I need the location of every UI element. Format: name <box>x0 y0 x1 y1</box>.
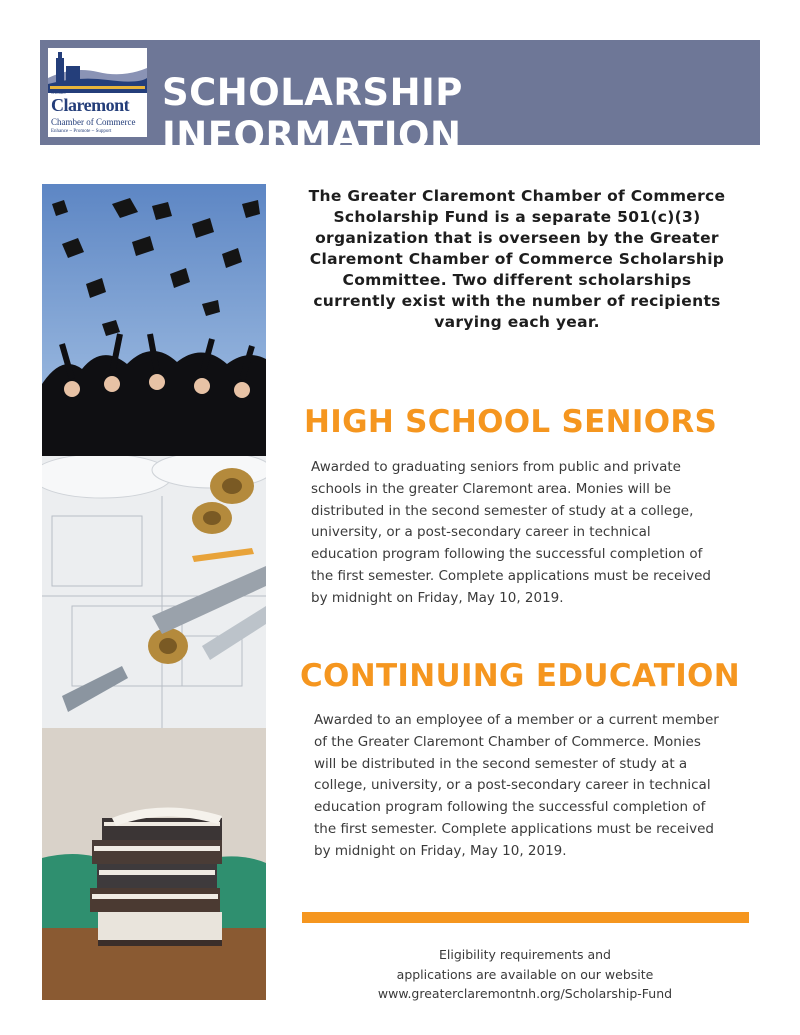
section-body-high-school-seniors: Awarded to graduating seniors from public and private schools in the greater Claremont area. Monies will be distributed in the second semester of study at a college, university, or a post-secondary career in technical education program following the successful completion of the first semester. Complete applications must be received by midnight on Friday, May 10, 2019. <box>311 459 711 606</box>
orange-divider-bar <box>302 912 749 923</box>
section-heading-continuing-education: CONTINUING EDUCATION <box>300 658 740 694</box>
logo-small-text: Greater <box>51 91 66 96</box>
page-title: SCHOLARSHIP INFORMATION <box>162 71 463 157</box>
website-url: www.greaterclaremontnh.org/Scholarship-Fund <box>377 986 673 1001</box>
logo-name: Claremont <box>51 95 130 115</box>
header-banner <box>40 40 760 157</box>
intro-paragraph: The Greater Claremont Chamber of Commerce Scholarship Fund is a separate 501(c)(3) organization that is overseen by the Greater Claremont Chamber of Commerce Scholarship Committee. Two different scholarships currently exist with the number of recipients varying each year. <box>308 187 726 331</box>
footer-note <box>360 945 690 1004</box>
footer-line-1: Eligibility requirements and <box>438 947 611 962</box>
section-heading-high-school-seniors: HIGH SCHOOL SENIORS <box>304 404 718 440</box>
footer-line-2: applications are available on our website <box>396 966 654 982</box>
chamber-logo <box>48 48 147 137</box>
graduation-photo <box>42 184 266 456</box>
section-body-continuing-education: Awarded to an employee of a member or a current member of the Greater Claremont Chamber of Commerce. Monies will be distributed in the second semester of study at a college, university, or a post-secondary career in technical education program following the successful completion of the first semester. Complete applications must be received by midnight on Friday, May 10, 2019. <box>314 712 719 859</box>
logo-tagline: Enhance ~ Promote ~ Support <box>51 129 112 134</box>
blueprint-tools-photo <box>42 456 266 728</box>
logo-subtitle: Chamber of Commerce <box>51 117 136 127</box>
books-photo <box>42 728 266 1000</box>
